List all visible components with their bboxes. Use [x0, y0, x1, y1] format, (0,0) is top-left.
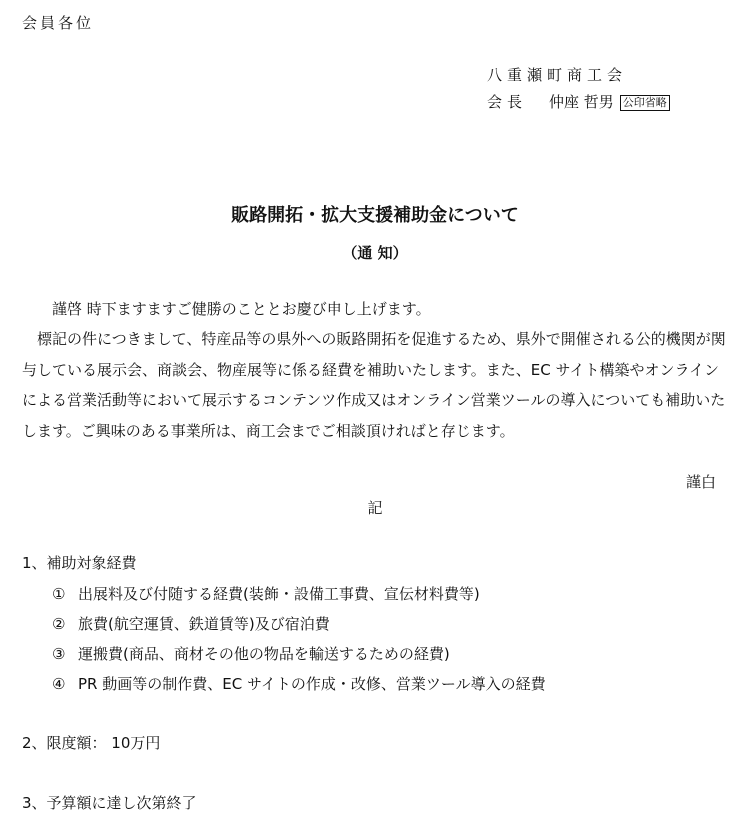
- section-1-heading: 1、補助対象経費: [22, 554, 137, 572]
- sender-name: 仲座 哲男: [549, 93, 614, 111]
- greeting: 謹啓 時下ますますご健勝のこととお慶び申し上げます。: [52, 300, 431, 318]
- item-marker: ④: [52, 675, 66, 693]
- ki-heading: 記: [367, 499, 383, 517]
- addressee: 会員各位: [22, 14, 95, 32]
- list-item: [52, 644, 450, 664]
- section-3-heading: 3、予算額に達し次第終了: [22, 794, 197, 812]
- closing-word: 謹白: [685, 473, 716, 491]
- item-marker: ①: [52, 585, 66, 603]
- seal-omitted-stamp: 公印省略: [620, 95, 670, 111]
- item-text: PR 動画等の制作費、EC サイトの作成・改修、営業ツール導入の経費: [78, 675, 546, 693]
- body-text: [22, 294, 728, 446]
- item-text: 運搬費(商品、商材その他の物品を輸送するための経費): [78, 645, 450, 663]
- section-2-heading: 2、限度額： 10万円: [22, 734, 161, 752]
- document-title: 販路開拓・拡大支援補助金について: [231, 205, 519, 226]
- sender-line: [487, 92, 670, 112]
- item-text: 旅費(航空運賃、鉄道賃等)及び宿泊費: [78, 615, 330, 633]
- document-subtitle: （通 知）: [342, 244, 408, 262]
- item-marker: ②: [52, 615, 66, 633]
- list-item: [52, 584, 480, 604]
- item-text: 出展料及び付随する経費(装飾・設備工事費、宣伝材料費等): [78, 585, 480, 603]
- organization-name: 八重瀬町商工会: [487, 66, 628, 84]
- list-item: [52, 614, 330, 634]
- body-paragraph: 標記の件につきまして、特産品等の県外への販路開拓を促進するため、県外で開催される公的機関が関与している展示会、商談会、物産展等に係る経費を補助いたします。また、EC サイト構築やオンラインによる営業活動等において展示するコンテンツ作成又はオンライン営業ツールの導入についても補助いたします。ご興味のある事業所は、商工会までご相談頂ければと存じます。: [22, 330, 726, 440]
- item-marker: ③: [52, 645, 66, 663]
- list-item: [52, 674, 546, 694]
- sender-role: 会長: [487, 93, 528, 111]
